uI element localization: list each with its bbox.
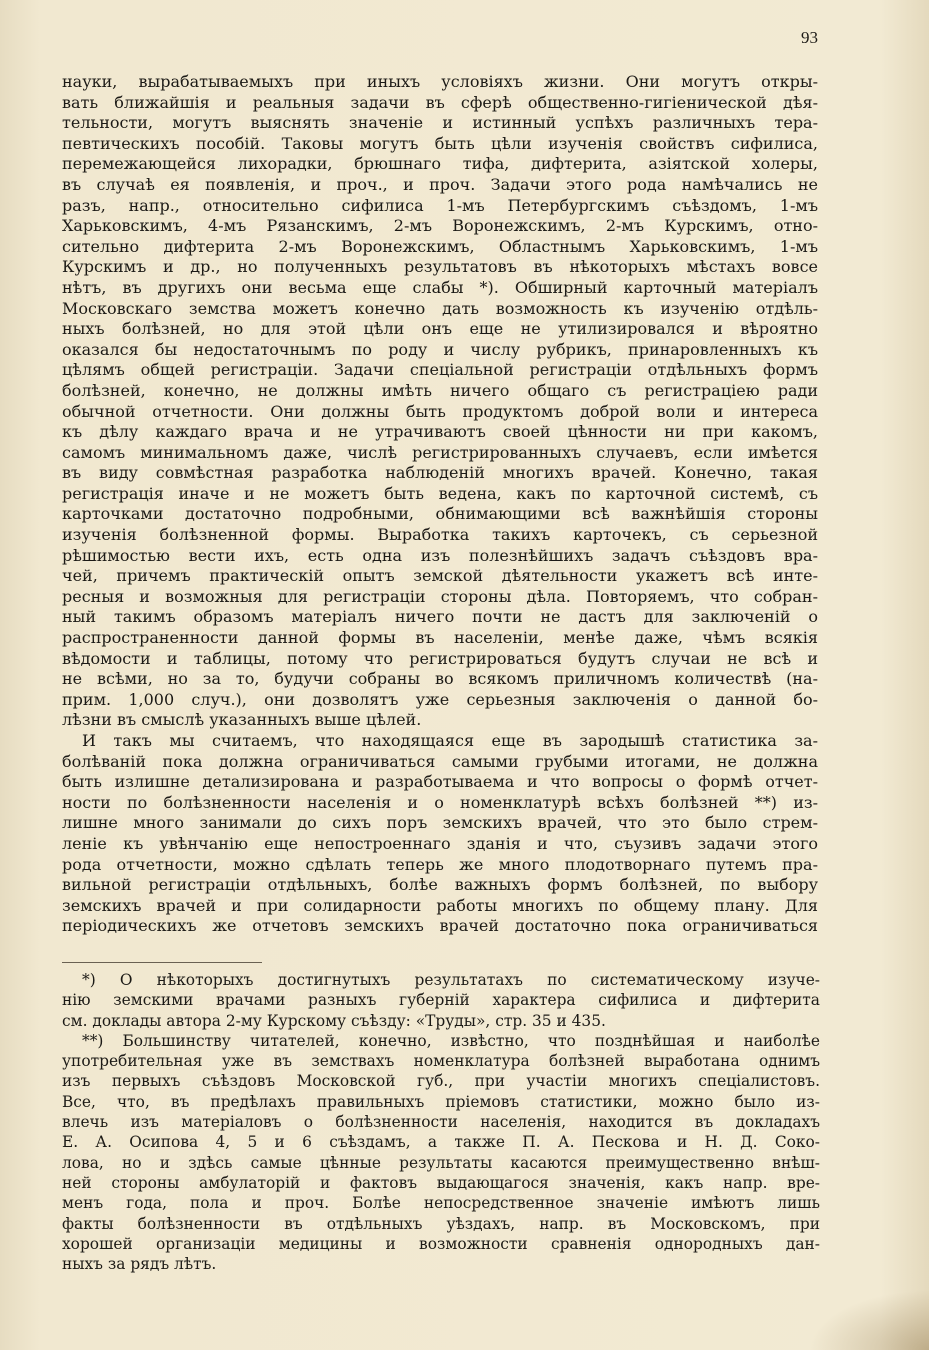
text-line: рѣшимостью вести ихъ, есть одна изъ полезнѣйшихъ задачъ съѣздовъ вра- xyxy=(62,545,818,565)
text-line: самомъ минимальномъ даже, числѣ регистрированныхъ случаевъ, если имѣется xyxy=(62,442,818,462)
text-line: оказался бы недостаточнымъ по роду и числу рубрикъ, принаровленныхъ къ xyxy=(62,339,818,359)
text-line: изученія болѣзненной формы. Выработка такихъ карточекъ, съ серьезной xyxy=(62,525,818,545)
text-line: въ случаѣ ея появленія, и проч., и проч. Задачи этого рода намѣчались не xyxy=(62,174,818,194)
page-corner-stain xyxy=(809,1290,929,1350)
text-line: періодическихъ же отчетовъ земскихъ врачей достаточно пока ограничиваться xyxy=(62,916,818,936)
text-line: рода отчетности, можно сдѣлать теперь же много плодотворнаго путемъ пра- xyxy=(62,854,818,874)
footnote-line: нію земскими врачами разныхъ губерній характера сифилиса и дифтерита xyxy=(62,991,820,1010)
text-line: не всѣми, но за то, будучи собраны во всякомъ приличномъ количествѣ (на- xyxy=(62,669,818,689)
footnote-line: факты болѣзненности въ отдѣльныхъ уѣздахъ, напр. въ Московскомъ, при xyxy=(62,1214,820,1233)
text-line: Московскаго земства можетъ конечно дать возможность къ изученію отдѣль- xyxy=(62,298,818,318)
text-line: науки, вырабатываемыхъ при иныхъ условіяхъ жизни. Они могутъ откры- xyxy=(62,72,818,91)
text-line: распространенности данной формы въ населеніи, менѣе даже, чѣмъ всякія xyxy=(62,628,818,648)
text-line: болѣваній пока должна ограничиваться самыми грубыми итогами, не должна xyxy=(62,751,818,771)
footnote-line: употребительная уже въ земствахъ номенклатура болѣзней выработана однимъ xyxy=(62,1052,820,1071)
text-line: лѣзни въ смыслѣ указанныхъ выше цѣлей. xyxy=(62,710,422,730)
footnote-line: изъ первыхъ съѣздовъ Московской губ., при участіи многихъ спеціалистовъ. xyxy=(62,1072,820,1091)
text-line: тельности, могутъ выяснять значеніе и истинный успѣхъ различныхъ тера- xyxy=(62,113,818,133)
text-line: ресныя и возможныя для регистраціи стороны дѣла. Повторяемъ, что собран- xyxy=(62,586,818,606)
text-line: къ дѣлу каждаго врача и не утрачиваютъ своей цѣнности ни при какомъ, xyxy=(62,422,818,442)
text-line: чей, причемъ практическій опытъ земской дѣятельности укажетъ всѣ инте- xyxy=(62,566,818,586)
footnote-line: см. доклады автора 2-му Курскому съѣзду: «Труды», стр. 35 и 435. xyxy=(62,1011,606,1030)
text-line: цѣлямъ общей регистраціи. Задачи спеціальной регистраціи отдѣльныхъ формъ xyxy=(62,360,818,380)
text-line: нѣтъ, въ другихъ они весьма еще слабы *). Обширный карточный матеріалъ xyxy=(62,277,818,297)
text-line: ныхъ болѣзней, но для этой цѣли онъ еще не утилизировался и вѣроятно xyxy=(62,319,818,339)
text-line: леніе къ увѣнчанію еще непостроеннаго зданія и что, съузивъ задачи этого xyxy=(62,833,818,853)
footnote-line: ныхъ за рядъ лѣтъ. xyxy=(62,1255,217,1274)
text-line: певтическихъ пособій. Таковы могутъ быть цѣли изученія свойствъ сифилиса, xyxy=(62,133,818,153)
text-line: сительно дифтерита 2-мъ Воронежскимъ, Областнымъ Харьковскимъ, 1-мъ xyxy=(62,236,818,256)
text-line: Курскимъ и др., но полученныхъ результатовъ въ нѣкоторыхъ мѣстахъ вовсе xyxy=(62,257,818,277)
text-line: земскихъ врачей и при солидарности работы многихъ по общему плану. Для xyxy=(62,895,818,915)
page-number: 93 xyxy=(801,28,818,47)
footnote-line: хорошей организаціи медицины и возможности сравненія однородныхъ дан- xyxy=(62,1234,820,1253)
text-line: разъ, напр., относительно сифилиса 1-мъ Петербургскимъ съѣздомъ, 1-мъ xyxy=(62,195,818,215)
text-line: прим. 1,000 случ.), они дозволятъ уже серьезныя заключенія о данной бо- xyxy=(62,689,818,709)
text-line: регистрація иначе и не можетъ быть ведена, какъ по карточной системѣ, съ xyxy=(62,483,818,503)
footnote-line: **) Большинству читателей, конечно, извѣстно, что позднѣйшая и наиболѣе xyxy=(82,1031,820,1050)
text-line: болѣзней, конечно, не должны имѣть ничего общаго съ регистраціею ради xyxy=(62,380,818,400)
text-line: карточками достаточно подробными, обнимающими всѣ важнѣйшія стороны xyxy=(62,504,818,524)
footnote-separator xyxy=(62,962,262,963)
footnote-line: Все, что, въ предѣлахъ правильныхъ пріемовъ статистики, можно было из- xyxy=(62,1092,820,1111)
text-line: вильной регистраціи отдѣльныхъ, болѣе важныхъ формъ болѣзней, по выбору xyxy=(62,875,818,895)
text-line: въ виду совмѣстная разработка наблюденій многихъ врачей. Конечно, такая xyxy=(62,463,818,483)
footnote-line: *) О нѣкоторыхъ достигнутыхъ результатахъ по систематическому изуче- xyxy=(82,971,820,989)
text-line: вѣдомости и таблицы, потому что регистрироваться будутъ случаи не всѣ и xyxy=(62,648,818,668)
text-line: лишне много занимали до сихъ поръ земскихъ врачей, что это было стрем- xyxy=(62,813,818,833)
footnote-line: влечь изъ матеріаловъ о болѣзненности населенія, находится въ докладахъ xyxy=(62,1113,820,1132)
footnotes xyxy=(62,970,820,1274)
text-line: быть излишне детализирована и разработываема и что вопросы о формѣ отчет- xyxy=(62,772,818,792)
text-line: перемежающейся лихорадки, брюшнаго тифа, дифтерита, азіятской холеры, xyxy=(62,154,818,174)
text-line: И такъ мы считаемъ, что находящаяся еще въ зародышѣ статистика за- xyxy=(82,731,818,750)
text-line: ности по болѣзненности населенія и о номенклатурѣ всѣхъ болѣзней **) из- xyxy=(62,792,818,812)
text-line: Харьковскимъ, 4-мъ Рязанскимъ, 2-мъ Воронежскимъ, 2-мъ Курскимъ, отно- xyxy=(62,216,818,236)
text-line: ный такимъ образомъ матеріалъ ничего почти не дастъ для заключеній о xyxy=(62,607,818,627)
footnote-line: Е. А. Осипова 4, 5 и 6 съѣздамъ, а также П. А. Пескова и Н. Д. Соко- xyxy=(62,1133,820,1152)
main-text-body xyxy=(62,72,818,937)
footnote-line: менъ года, пола и проч. Болѣе непосредственное значеніе имѣютъ лишь xyxy=(62,1194,820,1213)
footnote-line: ней стороны амбулаторій и фактовъ выдающагося значенія, какъ напр. вре- xyxy=(62,1173,820,1192)
text-line: обычной отчетности. Они должны быть продуктомъ доброй воли и интереса xyxy=(62,401,818,421)
footnote-line: лова, но и здѣсь самые цѣнные результаты касаются преимущественно внѣш- xyxy=(62,1153,820,1172)
text-line: вать ближайшія и реальныя задачи въ сферѣ общественно-гигіенической дѣя- xyxy=(62,92,818,112)
